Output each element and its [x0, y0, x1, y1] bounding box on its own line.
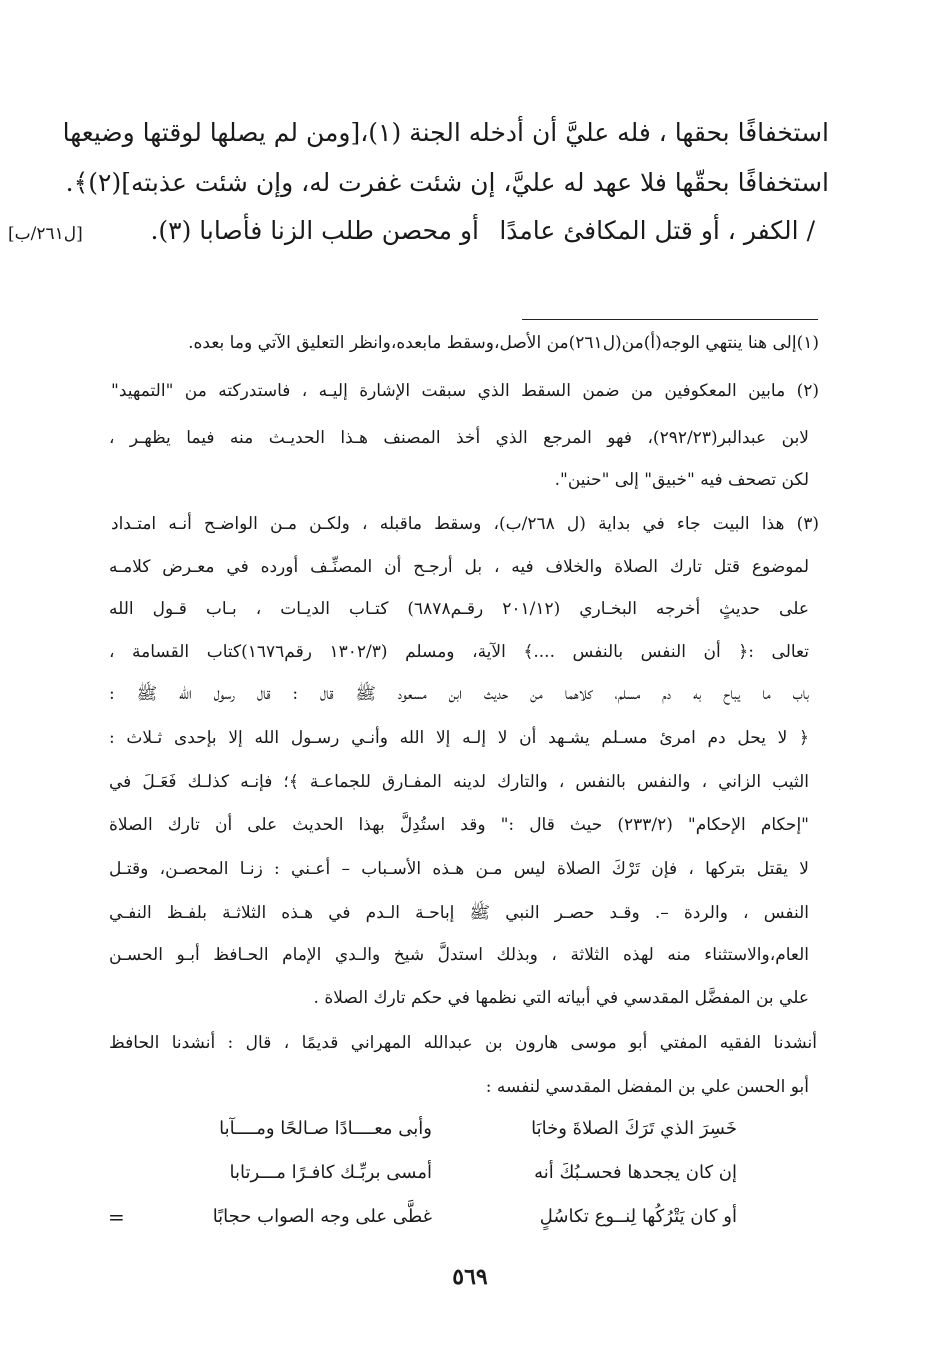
footnote-3-line-12: علي بن المفضَّل المقدسي في أبياته التي نظمها في حكم تارك الصلاة . [313, 988, 809, 1008]
margin-reference: [ل٢٦١/ب] [8, 224, 83, 244]
poem-line-1-left: وأبى معــــادًا صـالحًا ومــــآبا [219, 1118, 432, 1139]
footnote-2-line-3: لكن تصحف فيه "خبيق" إلى "حنين". [554, 470, 809, 490]
footnote-3-line-14: أبو الحسن علي بن المفضل المقدسي لنفسه : [485, 1077, 809, 1097]
poem-line-3-left: غطَّى على وجه الصواب حجابًا [212, 1206, 432, 1227]
poem-line-1-right: خَسِرَ الذي تَرَكَ الصلاةَ وخابَا [531, 1118, 737, 1139]
verse-hemistich-left: أو محصن طلب الزنا فأصابا (٣). [150, 216, 479, 245]
footnote-3-line-2: لموضوع قتل تارك الصلاة والخلاف فيه ، بل أرجـح أن المصنِّـف أورده في معـرض كلامـه [109, 557, 809, 577]
main-text-line-2: استخفافًا بحقّها فلا عهد له عليَّ، إن شئت غفرت له، وإن شئت عذبته](٢)﴾. [65, 168, 829, 197]
footnote-3-line-9: لا يقتل بتركها ، فإن تَرْكَ الصلاة ليس مـن هـذه الأسـباب – أعـني : زنـا المحصـن، وقتـل [109, 859, 809, 879]
footnote-separator [522, 319, 818, 320]
footnote-3-line-1: (٣) هذا البيت جاء في بداية (ل ٢٦٨/ب)، وسقط ماقبله ، ولكـن مـن الواضـح أنـه امتـداد [111, 514, 819, 534]
footnote-1: (١)إلى هنا ينتهي الوجه(أ)من(ل٢٦١)من الأصل،وسقط مابعده،وانظر التعليق الآتي وما بعده. [188, 333, 819, 353]
footnote-2-line-1: (٢) مابين المعكوفين من ضمن السقط الذي سبقت الإشارة إليـه ، فاستدركته من "التمهيد" [111, 381, 819, 401]
page-number: ٥٦٩ [452, 1264, 488, 1290]
footnote-2-line-2: لابن عبدالبر(٢٩٢/٢٣)، فهو المرجع الذي أخذ المصنف هـذا الحديـث منه فيما يظهـر ، [109, 428, 809, 448]
continuation-mark: = [108, 1205, 125, 1229]
footnote-3-line-11: العام،والاستثناء منه لهذه الثلاثة ، وبذلك استدلَّ شيخ والـدي الإمام الحـافظ أبـو الحسـن [109, 945, 809, 965]
footnote-3-line-5: باب ما يباح به دم مسلم، كلاهما من حديث ابن مسعود ﷺ قال : قال رسول الله ﷺ : [109, 684, 809, 704]
main-text-line-1: استخفافًا بحقها ، فله عليَّ أن أدخله الجنة (١)،[ومن لم يصلها لوقتها وضيعها [62, 118, 829, 147]
footnote-3-line-6: ﴿ لا يحل دم امرئ مسـلم يشـهد أن لا إلـه إلا الله وأنـي رسـول الله إلا بإحدى ثـلاث : [109, 728, 809, 748]
footnote-3-line-8: "إحكام الإحكام" (٢٣٣/٢) حيث قال :" وقد استُدِلَّ بهذا الحديث على أن تارك الصلاة [109, 815, 809, 835]
footnote-3-line-4: تعالى :﴿ أن النفس بالنفس ....﴾ الآية، ومسلم (١٣٠٢/٣ رقم١٦٧٦)كتاب القسامة ، [109, 642, 809, 662]
footnote-3-line-13: أنشدنا الفقيه المفتي أبو موسى هارون بن عبدالله المهراني قديمًا ، قال : أنشدنا الحافظ [109, 1033, 817, 1053]
verse-hemistich-right: / الكفر ، أو قتل المكافئ عامدًا [499, 216, 815, 245]
footnote-3-line-10: النفس ، والردة –. وقـد حصـر النبي ﷺ إباحـة الـدم في هـذه الثلاثـة بلفـظ النفـي [109, 903, 809, 923]
poem-line-2-left: أمسى بربِّـك كافـرًا مـــرتابا [229, 1162, 432, 1183]
footnote-3-line-7: الثيب الزاني ، والنفس بالنفس ، والتارك لدينه المفـارق للجماعـة ﴾؛ فإنـه كذلـك فَعَـلَ في [109, 772, 809, 792]
poem-line-2-right: إن كان يجحدها فحسـبُكَ أنه [534, 1162, 737, 1183]
footnote-3-line-3: على حديثٍ أخرجه البخـاري (٢٠١/١٢ رقـم٦٨٧٨) كتـاب الديـات ، بـاب قـول الله [109, 599, 809, 619]
poem-line-3-right: أو كان يَتْرُكُها لِنــوع تكاسُلٍ [539, 1206, 737, 1227]
